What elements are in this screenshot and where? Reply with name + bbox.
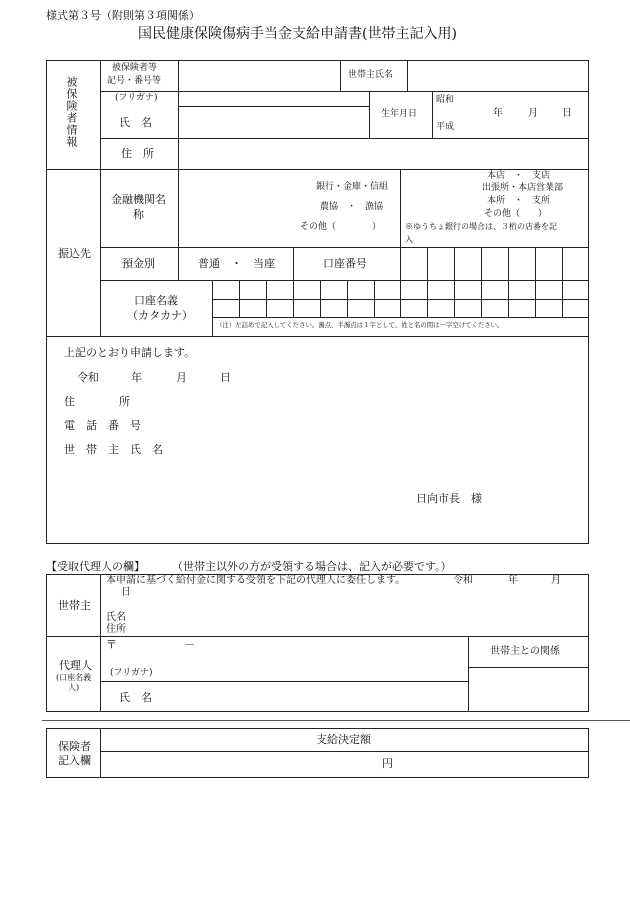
furigana-label: (フリガナ)	[115, 93, 158, 103]
application-month: 月	[176, 371, 187, 384]
householder-name-field[interactable]	[409, 62, 587, 89]
divider	[100, 60, 101, 336]
divider	[100, 751, 589, 752]
dob-day: 日	[562, 108, 572, 119]
divider	[293, 247, 294, 280]
proxy-householder-label: 世帯主	[58, 599, 91, 612]
divider	[46, 169, 589, 170]
divider	[100, 681, 468, 682]
delegation-month: 月	[551, 575, 561, 586]
divider	[100, 728, 101, 778]
delegation-year: 年	[508, 575, 518, 586]
institution-types-2: 農協 ・ 漁協	[320, 202, 384, 212]
divider	[340, 60, 341, 91]
branch-type-3: 本所 ・ 支所	[487, 196, 551, 206]
insured-section-label: 被保険者情報	[65, 76, 78, 148]
application-statement: 上記のとおり申請します。	[64, 346, 196, 359]
institution-label-2: 称	[133, 208, 144, 221]
page-title: 国民健康保険傷病手当金支給申請書(世帯主記入用)	[138, 26, 457, 42]
applicant-phone-label: 電 話 番 号	[64, 419, 141, 432]
application-day: 日	[220, 371, 231, 384]
amount-label: 支給決定額	[316, 733, 371, 746]
furigana-field[interactable]	[180, 92, 367, 105]
proxy-householder-address-label: 住所	[106, 624, 126, 635]
householder-name-label: 世帯主氏名	[348, 70, 394, 80]
yen-unit: 円	[382, 757, 393, 770]
divider	[407, 60, 408, 91]
divider	[46, 336, 589, 337]
account-number-field[interactable]	[401, 248, 588, 279]
branch-type-2: 出張所・本店営業部	[482, 183, 564, 193]
account-number-label: 口座番号	[323, 257, 367, 270]
branch-note-2: 入	[405, 235, 413, 244]
agent-label: 代理人	[59, 659, 92, 672]
agent-name-label: 氏 名	[119, 691, 152, 704]
postal-mark: 〒	[106, 638, 117, 651]
applicant-name-label: 世 帯 主 氏 名	[64, 443, 163, 456]
delegation-day: 日	[121, 587, 131, 598]
dob-year: 年	[493, 108, 503, 119]
deposit-type-value[interactable]: 普通 ・ 当座	[198, 257, 275, 270]
bank-section-label: 振込先	[58, 247, 91, 260]
era-heisei: 平成	[436, 122, 455, 132]
insured-id-field[interactable]	[180, 62, 338, 89]
divider	[178, 106, 369, 107]
divider	[100, 138, 589, 139]
proxy-householder-name-label: 氏名	[106, 612, 126, 623]
deposit-type-label: 預金別	[122, 257, 155, 270]
insured-address-label: 住 所	[121, 147, 154, 160]
divider	[432, 91, 433, 138]
institution-types-3: その他（ ）	[300, 222, 382, 232]
agent-name-field[interactable]	[150, 683, 466, 710]
institution-types-1: 銀行・金庫・信組	[316, 182, 389, 192]
agent-furigana-label: (フリガナ)	[110, 668, 153, 678]
insurer-label-2: 記入欄	[58, 754, 91, 767]
branch-type-4: その他（ ）	[484, 209, 548, 219]
addressee: 日向市長 様	[416, 492, 482, 505]
account-holder-label-2: （カタカナ）	[127, 309, 193, 322]
section-separator	[42, 720, 630, 721]
institution-label: 金融機関名	[111, 193, 166, 206]
insured-address-field[interactable]	[180, 140, 587, 167]
form-number: 様式第３号（附則第３項関係）	[46, 9, 200, 22]
application-date-era: 令和	[77, 371, 99, 384]
account-holder-label: 口座名義	[134, 294, 178, 307]
agent-address-field[interactable]	[101, 637, 467, 680]
application-year: 年	[131, 371, 142, 384]
agent-sub-label: (口座名義	[56, 673, 92, 682]
account-holder-note: （注）左詰めで記入してください。濁点、半濁点は１字として、姓と名の間は一字空けてください。	[216, 321, 504, 329]
branch-type-1: 本店 ・ 支店	[487, 171, 551, 181]
insured-id-label: 被保険者等	[112, 63, 158, 73]
divider	[369, 91, 370, 138]
proxy-section-title: 【受取代理人の欄】	[46, 560, 145, 573]
account-holder-field[interactable]	[213, 281, 588, 316]
era-showa: 昭和	[436, 95, 455, 105]
agent-sub-label-2: 人)	[68, 683, 80, 692]
postal-dash: －	[184, 638, 195, 651]
proxy-section-note: （世帯主以外の方が受領する場合は、記入が必要です。）	[172, 560, 452, 573]
insurer-label: 保険者	[58, 740, 91, 753]
applicant-address-label: 住 所	[64, 395, 130, 408]
dob-label: 生年月日	[381, 109, 418, 119]
insured-name-field[interactable]	[180, 108, 367, 136]
delegation-text: 本申請に基づく給付金に関する受領を下記の代理人に委任します。	[106, 575, 406, 586]
divider	[212, 317, 589, 318]
insured-name-label: 氏 名	[119, 116, 152, 129]
relation-field[interactable]	[469, 668, 588, 711]
branch-note: ※ゆうちょ銀行の場合は、３桁の店番を記	[405, 222, 557, 231]
dob-month: 月	[528, 108, 538, 119]
insured-id-label-2: 記号・番号等	[107, 76, 162, 86]
relation-label: 世帯主との関係	[490, 646, 560, 657]
divider	[178, 60, 179, 280]
delegation-date-era: 令和	[453, 575, 473, 586]
